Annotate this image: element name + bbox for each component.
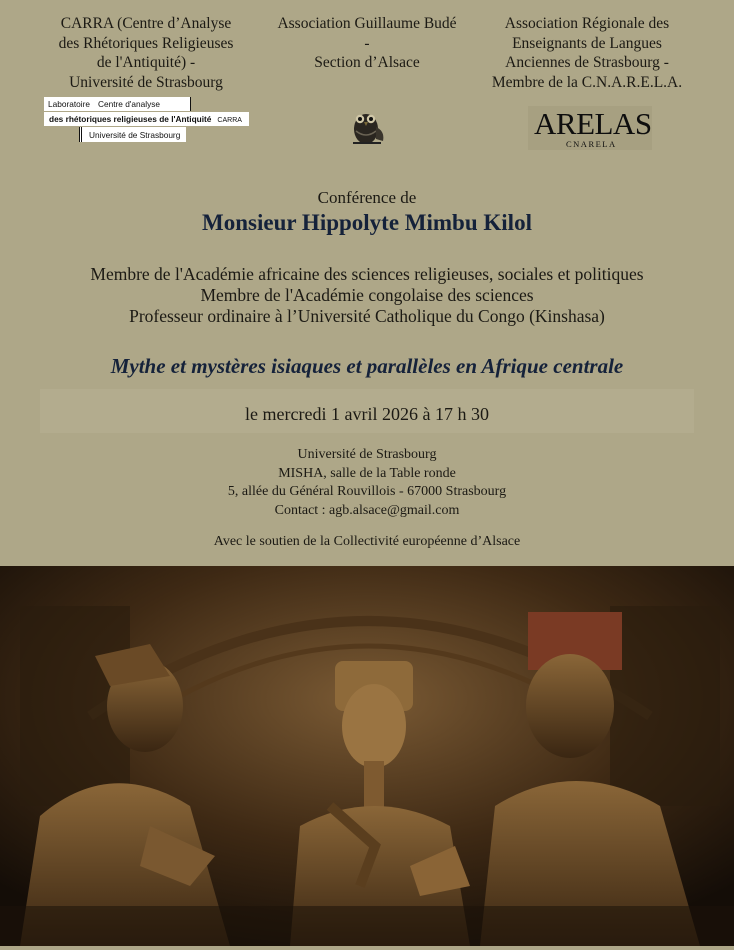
conference-label: Conférence de xyxy=(317,188,417,207)
owl-icon xyxy=(345,105,389,147)
venue-line-3: 5, allée du Général Rouvillois - 67000 Strasbourg xyxy=(227,484,507,499)
event-date: le mercredi 1 avril 2026 à 17 h 30 xyxy=(245,404,489,424)
arelas-logo xyxy=(528,106,652,150)
contact-email[interactable]: Contact : agb.alsace@gmail.com xyxy=(274,502,460,518)
arelas-line-2: Enseignants de Langues xyxy=(512,34,662,52)
carra-line-4: Université de Strasbourg xyxy=(69,73,223,91)
sculpture-photo xyxy=(0,566,734,946)
speaker-titles xyxy=(0,264,734,327)
support-note: Avec le soutien de la Collectivité européenne d’Alsace xyxy=(213,534,521,549)
speaker-name: Monsieur Hippolyte Mimbu Kilol xyxy=(202,210,532,235)
arelas-line-4: Membre de la C.N.A.R.E.L.A. xyxy=(491,73,683,91)
bude-org-name xyxy=(262,14,472,73)
venue-line-2: MISHA, salle de la Table ronde xyxy=(278,465,456,481)
carra-logo-line-1 xyxy=(44,97,191,111)
carra-logo-line-2 xyxy=(44,112,249,126)
venue-block xyxy=(0,446,734,520)
carra-logo-tag: CARRA xyxy=(217,117,242,124)
speaker-title-2: Membre de l'Académie congolaise des sciences xyxy=(200,285,534,305)
carra-logo-centre: Centre d'analyse xyxy=(97,99,160,109)
carra-line-3: de l'Antiquité) - xyxy=(96,54,196,71)
bude-line-2: - xyxy=(364,34,370,52)
talk-title: Mythe et mystères isiaques et parallèles en Afrique centrale xyxy=(110,354,624,378)
carra-logo-line-3: Université de Strasbourg xyxy=(79,127,186,142)
arelas-logo-word: ARELAS xyxy=(534,106,652,141)
speaker-title-3: Professeur ordinaire à l’Université Catholique du Congo (Kinshasa) xyxy=(129,306,605,326)
bude-line-3: Section d’Alsace xyxy=(314,54,420,71)
bude-line-1: Association Guillaume Budé xyxy=(277,15,457,32)
carra-logo xyxy=(44,97,249,144)
carra-line-2: des Rhétoriques Religieuses xyxy=(58,34,234,52)
carra-org-name xyxy=(32,14,260,92)
carra-logo-rhetoriques: des rhétoriques religieuses de l'Antiquité xyxy=(49,114,212,124)
bottom-strip xyxy=(0,946,734,950)
arelas-org-name xyxy=(476,14,698,92)
arelas-line-3: Anciennes de Strasbourg - xyxy=(505,54,669,71)
arelas-line-1: Association Régionale des xyxy=(504,15,670,32)
arelas-logo-sub: CNARELA xyxy=(566,139,617,149)
speaker-title-1: Membre de l'Académie africaine des sciences religieuses, sociales et politiques xyxy=(90,264,644,284)
venue-line-1: Université de Strasbourg xyxy=(297,447,437,462)
carra-logo-lab: Laboratoire xyxy=(48,99,90,109)
carra-line-1: CARRA (Centre d’Analyse xyxy=(60,15,232,32)
